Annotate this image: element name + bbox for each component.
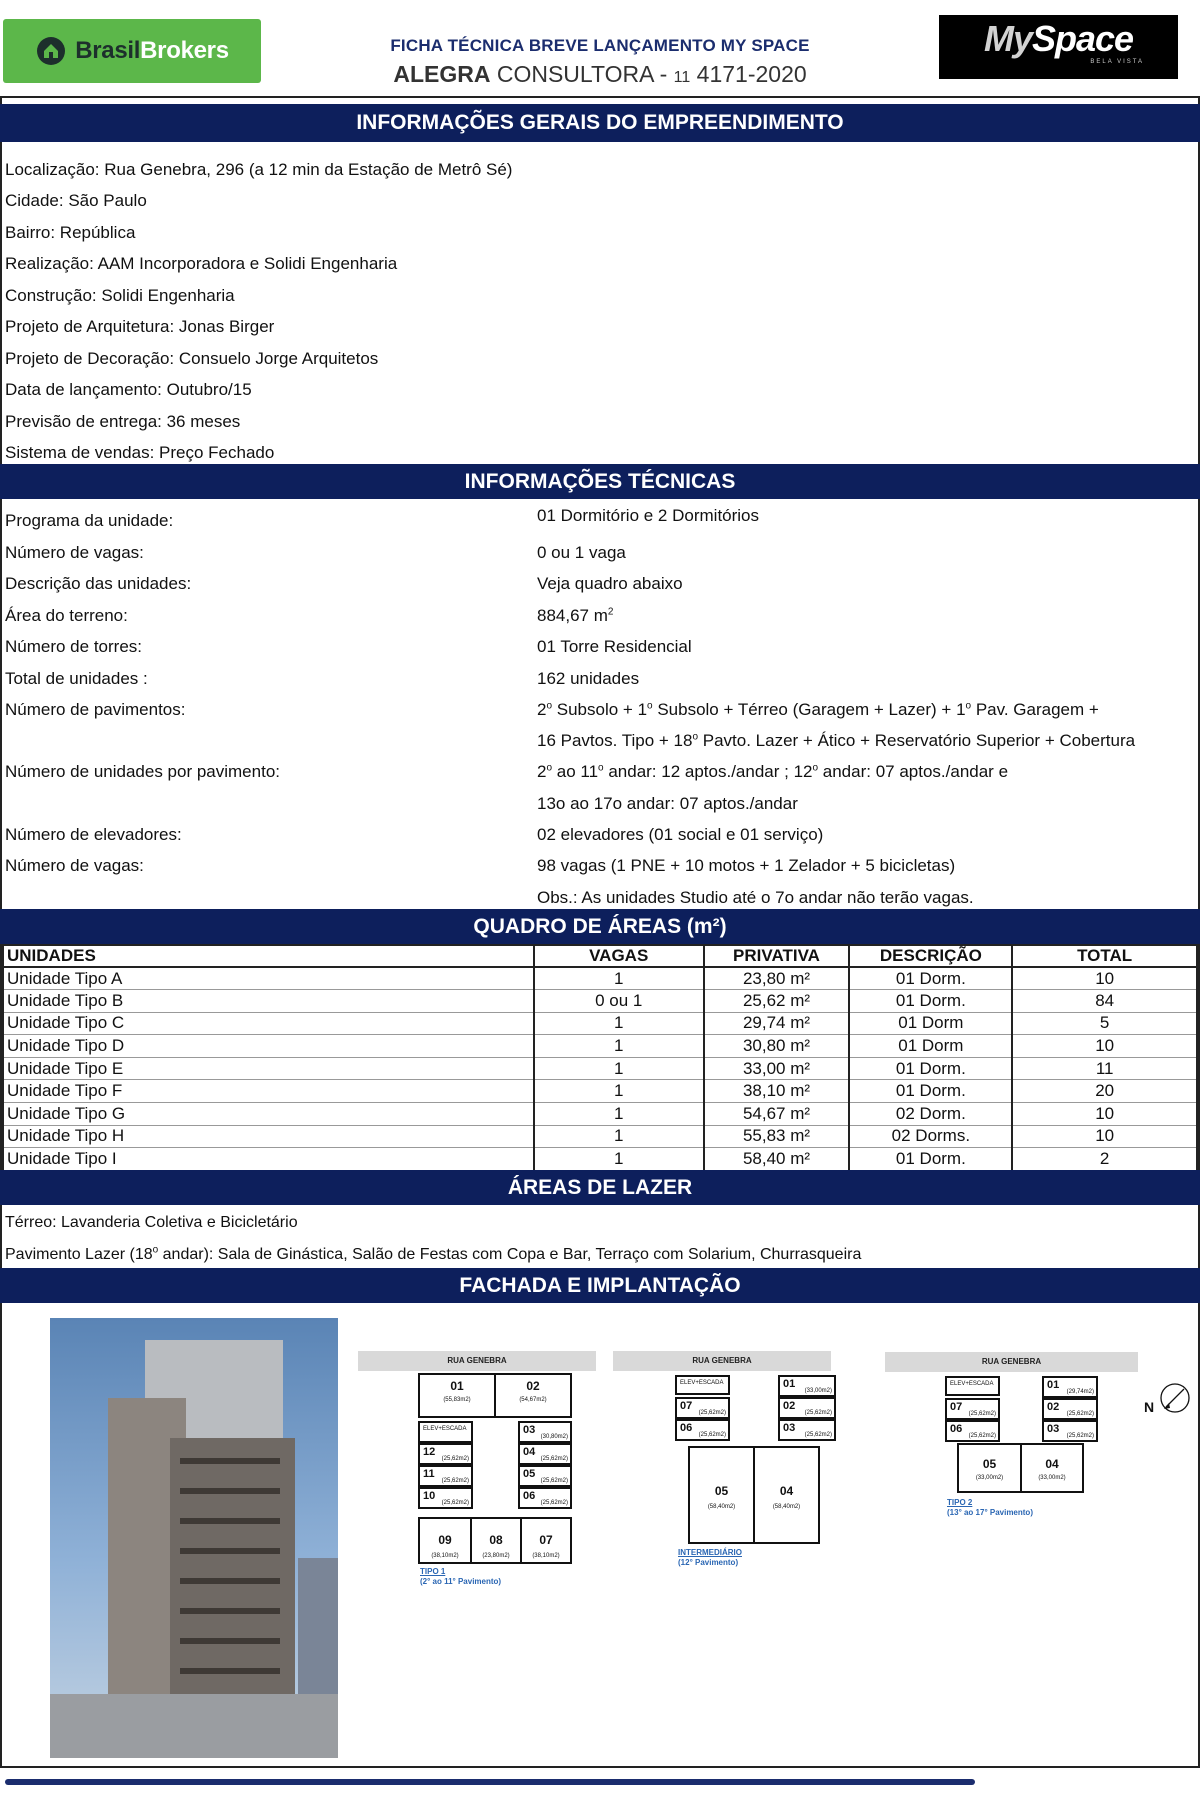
floor-plan-tipo2 [885,1352,1140,1542]
tech-value-unidades-pavimento-2: 13o ao 17o andar: 07 aptos./andar [537,794,798,813]
info-lancamento: Data de lançamento: Outubro/15 [5,380,252,399]
info-cidade: Cidade: São Paulo [5,191,147,210]
tech-value-total: 162 unidades [537,669,640,688]
cell-privativa: 25,62 m² [704,990,850,1013]
tech-value-pavimentos-2: 16 Pavtos. Tipo + $18^o$ Pavto. Lazer + Ático + Reservatório Superior + Cobertura [537,731,1136,750]
footer-bar [5,1779,975,1785]
cell-unidade: Unidade Tipo I [3,1148,534,1171]
plan-unit: 04 (58,40m2) [753,1446,820,1544]
cell-vagas: 1 [534,1103,704,1126]
table-row [3,1035,1197,1058]
myspace-logo [939,15,1178,79]
cell-total: 20 [1012,1080,1197,1103]
cell-descricao: 02 Dorm. [849,1103,1012,1126]
tech-label-programa: Programa da unidade: [5,511,174,530]
tech-value-descricao: Veja quadro abaixo [537,574,683,593]
cell-descricao: 01 Dorm. [849,990,1012,1013]
table-row [3,1148,1197,1171]
cell-vagas: 1 [534,967,704,990]
tech-label-pavimentos: Número de pavimentos: [5,700,186,719]
cell-descricao: 01 Dorm [849,1012,1012,1035]
col-header-privativa: PRIVATIVA [704,945,850,967]
cell-descricao: 01 Dorm. [849,1148,1012,1171]
info-construcao: Construção: Solidi Engenharia [5,286,235,305]
myspace-logo-text: MySpace [983,18,1134,59]
info-localizacao: Localização: Rua Genebra, 296 (a 12 min da Estação de Metrô Sé) [5,160,513,179]
tech-label-descricao: Descrição das unidades: [5,574,192,593]
tech-value-elevadores: 02 elevadores (01 social e 01 serviço) [537,825,824,844]
tech-value-torres: 01 Torre Residencial [537,637,692,656]
cell-descricao: 01 Dorm [849,1035,1012,1058]
cell-unidade: Unidade Tipo B [3,990,534,1013]
tech-label-torres: Número de torres: [5,637,142,656]
plan-unit: 07 (25,62m2) [675,1397,730,1419]
technical-info-heading: INFORMAÇÕES TÉCNICAS [0,464,1200,499]
consultora-line: ALEGRA CONSULTORA - 11 4171-2020 [393,61,807,87]
tech-label-vagas: Número de vagas: [5,543,144,562]
cell-unidade: Unidade Tipo D [3,1035,534,1058]
info-arquitetura: Projeto de Arquitetura: Jonas Birger [5,317,275,336]
street-label: RUA GENEBRA [613,1351,831,1371]
cell-unidade: Unidade Tipo C [3,1012,534,1035]
tech-value-unidades-pavimento-1: 2$^o$ ao 11$^o$ andar: 12 aptos./andar ; 12$^o$ andar: 07 aptos./andar e [537,762,1009,781]
col-header-descricao: DESCRIÇÃO [849,945,1012,967]
tech-label-total: Total de unidades : [5,669,148,688]
plan-unit: 05 (58,40m2) [688,1446,755,1544]
plan-unit: 08 (23,80m2) [470,1517,522,1564]
house-icon [35,35,67,67]
cell-total: 10 [1012,1035,1197,1058]
tech-label-elevadores: Número de elevadores: [5,825,182,844]
plan-unit: 06 (25,62m2) [518,1487,572,1509]
info-entrega: Previsão de entrega: 36 meses [5,412,241,431]
street-label: RUA GENEBRA [358,1351,596,1371]
tower-main-block [170,1438,295,1738]
cell-descricao: 02 Dorms. [849,1125,1012,1148]
info-bairro: Bairro: República [5,223,136,242]
cell-vagas: 1 [534,1080,704,1103]
table-row [3,1012,1197,1035]
floor-plan-tipo1 [358,1351,598,1591]
tech-value-programa: 01 Dormitório e 2 Dormitórios [537,506,760,525]
north-compass [1142,1383,1192,1422]
plan-unit: 02 (54,67m2) [494,1373,572,1418]
cell-privativa: 58,40 m² [704,1148,850,1171]
table-row [3,1125,1197,1148]
plan-caption-intermediario: INTERMEDIÁRIO (12° Pavimento) [678,1548,742,1567]
lazer-heading: ÁREAS DE LAZER [0,1170,1200,1205]
cell-vagas: 1 [534,1057,704,1080]
plan-unit: 10 (25,62m2) [418,1487,473,1509]
cell-privativa: 30,80 m² [704,1035,850,1058]
cell-total: 5 [1012,1012,1197,1035]
cell-unidade: Unidade Tipo H [3,1125,534,1148]
tech-value-pavimentos-1: 2$^o$ Subsolo + $1^o$ Subsolo + Térreo (Garagem + Lazer) + $1^o$ Pav. Garagem + [537,700,1099,719]
areas-table [2,944,1198,1171]
cell-vagas: 1 [534,1125,704,1148]
facade-ground [50,1694,338,1758]
cell-privativa: 33,00 m² [704,1057,850,1080]
table-row [3,990,1197,1013]
plan-unit: 04 (25,62m2) [518,1443,572,1465]
myspace-logo-subtitle: BELA VISTA [1090,59,1144,65]
table-row [3,1057,1197,1080]
north-label: N [1144,1399,1155,1415]
cell-privativa: 54,67 m² [704,1103,850,1126]
page-header [0,0,1200,96]
table-row [3,1080,1197,1103]
lazer-terreo: Térreo: Lavanderia Coletiva e Bicicletário [5,1214,298,1231]
cell-descricao: 01 Dorm. [849,967,1012,990]
col-header-unidades: UNIDADES [3,945,534,967]
tech-value-vagas: 0 ou 1 vaga [537,543,626,562]
cell-privativa: 38,10 m² [704,1080,850,1103]
plan-elevator: ELEV+ESCADA [945,1376,1000,1396]
plan-unit: 01 (55,83m2) [418,1373,496,1418]
cell-total: 10 [1012,1125,1197,1148]
plan-unit: 09 (38,10m2) [418,1517,472,1564]
plan-unit: 03 (25,62m2) [778,1419,836,1441]
info-decoracao: Projeto de Decoração: Consuelo Jorge Arquitetos [5,349,379,368]
lazer-pavimento: Pavimento Lazer (18$^o$ andar): Sala de Ginástica, Salão de Festas com Copa e Bar, Terraço com Solarium, Churrasqueira [5,1244,862,1263]
info-realizacao: Realização: AAM Incorporadora e Solidi Engenharia [5,254,398,273]
cell-privativa: 29,74 m² [704,1012,850,1035]
cell-total: 10 [1012,967,1197,990]
plan-unit: 05 (33,00m2) [957,1443,1022,1493]
table-row [3,1103,1197,1126]
plan-unit: 06 (25,62m2) [675,1419,730,1441]
tech-value-area: 884,67 $m^2$ [537,606,614,625]
cell-unidade: Unidade Tipo A [3,967,534,990]
tech-label-area: Área do terreno: [5,606,128,625]
brasil-brokers-logo-text: BrasilBrokers [75,37,229,64]
cell-unidade: Unidade Tipo F [3,1080,534,1103]
cell-privativa: 23,80 m² [704,967,850,990]
facade-rendering [50,1318,338,1758]
cell-total: 84 [1012,990,1197,1013]
cell-total: 10 [1012,1103,1197,1126]
plan-elevator: ELEV+ESCADA [418,1421,473,1443]
table-row [3,967,1197,990]
cell-total: 2 [1012,1148,1197,1171]
plan-unit: 03 (30,80m2) [518,1421,572,1443]
cell-vagas: 1 [534,1012,704,1035]
tech-label-vagas-total: Número de vagas: [5,856,144,875]
general-info-heading: INFORMAÇÕES GERAIS DO EMPREENDIMENTO [0,104,1200,142]
plan-unit: 02 (25,62m2) [778,1397,836,1419]
cell-vagas: 1 [534,1148,704,1171]
plan-unit: 06 (25,62m2) [945,1420,1000,1442]
plan-caption-tipo2: TIPO 2 (13° ao 17° Pavimento) [947,1498,1033,1517]
col-header-total: TOTAL [1012,945,1197,967]
cell-descricao: 01 Dorm. [849,1080,1012,1103]
plan-unit: 07 (25,62m2) [945,1398,1000,1420]
header-title-block [380,36,820,88]
plan-unit: 11 (25,62m2) [418,1465,473,1487]
areas-heading: QUADRO DE ÁREAS (m²) [0,909,1200,944]
cell-privativa: 55,83 m² [704,1125,850,1148]
floor-plan-intermediario [613,1351,833,1571]
plan-unit: 01 (29,74m2) [1042,1376,1098,1398]
plan-unit: 01 (33,00m2) [778,1375,836,1397]
plan-unit: 03 (25,62m2) [1042,1420,1098,1442]
cell-vagas: 0 ou 1 [534,990,704,1013]
plan-unit: 02 (25,62m2) [1042,1398,1098,1420]
cell-unidade: Unidade Tipo G [3,1103,534,1126]
plan-unit: 05 (25,62m2) [518,1465,572,1487]
tech-value-vagas-total: 98 vagas (1 PNE + 10 motos + 1 Zelador + 5 bicicletas) [537,856,956,875]
document-title: FICHA TÉCNICA BREVE LANÇAMENTO MY SPACE [390,36,810,55]
cell-vagas: 1 [534,1035,704,1058]
areas-table-header [3,945,1197,967]
tech-label-unidades-pavimento: Número de unidades por pavimento: [5,762,280,781]
plan-unit: 04 (33,00m2) [1020,1443,1084,1493]
fachada-heading: FACHADA E IMPLANTAÇÃO [0,1268,1200,1303]
info-vendas: Sistema de vendas: Preço Fechado [5,443,275,462]
cell-unidade: Unidade Tipo E [3,1057,534,1080]
tech-value-obs: Obs.: As unidades Studio até o 7o andar não terão vagas. [537,888,974,907]
plan-caption-tipo1: TIPO 1 (2° ao 11° Pavimento) [420,1567,502,1586]
brasil-brokers-logo [3,19,261,83]
plan-unit: 07 (38,10m2) [520,1517,572,1564]
cell-total: 11 [1012,1057,1197,1080]
plan-elevator: ELEV+ESCADA [675,1375,730,1395]
street-label: RUA GENEBRA [885,1352,1138,1372]
cell-descricao: 01 Dorm. [849,1057,1012,1080]
plan-unit: 12 (25,62m2) [418,1443,473,1465]
col-header-vagas: VAGAS [534,945,704,967]
